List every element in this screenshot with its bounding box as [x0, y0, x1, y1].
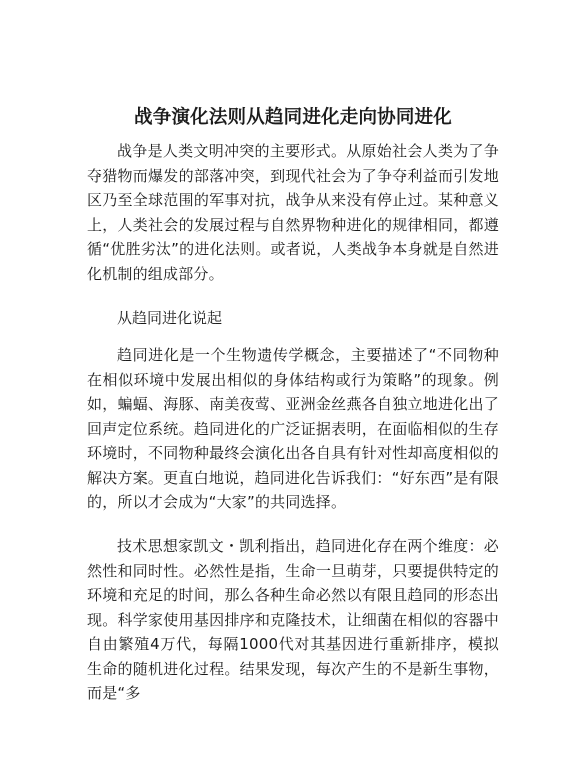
paragraph-convergent-evolution: 趋同进化是一个生物遗传学概念，主要描述了“不同物种在相似环境中发展出相似的身体结构或行为策略”的现象。例如，蝙蝠、海豚、南美夜莺、亚洲金丝燕各自独立地进化出了回声定位系统。趋同进化的广泛证据表明，在面临相似的生存环境时，不同物种最终会演化出各自具有针对性却高度相似的解决方案。更直白地说，趋同进化告诉我们：“好东西”是有限的，所以才会成为“大家”的共同选择。	[87, 346, 499, 511]
paragraph-intro: 战争是人类文明冲突的主要形式。从原始社会人类为了争夺猎物而爆发的部落冲突，到现代社会为了争夺利益而引发地区乃至全球范围的军事对抗，战争从来没有停止过。某种意义上，人类社会的发展过程与自然界物种进化的规律相同，都遵循“优胜劣汰”的进化法则。或者说，人类战争本身就是自然进化机制的组成部分。	[87, 142, 499, 283]
section-heading: 从趋同进化说起	[117, 309, 223, 327]
document-title: 战争演化法则从趋同进化走向协同进化	[134, 107, 452, 128]
paragraph-kevin-kelly: 技术思想家凯文・凯利指出，趋同进化存在两个维度：必然性和同时性。必然性是指，生命一旦萌芽，只要提供特定的环境和充足的时间，那么各种生命必然以有限且趋同的形态出现。科学家使用基因排序和克隆技术，让细菌在相似的容器中自由繁殖4万代，每隔1000代对其基因进行重新排序，模拟生命的随机进化过程。结果发现，每次产生的不是新生事物，而是“多	[87, 537, 499, 702]
